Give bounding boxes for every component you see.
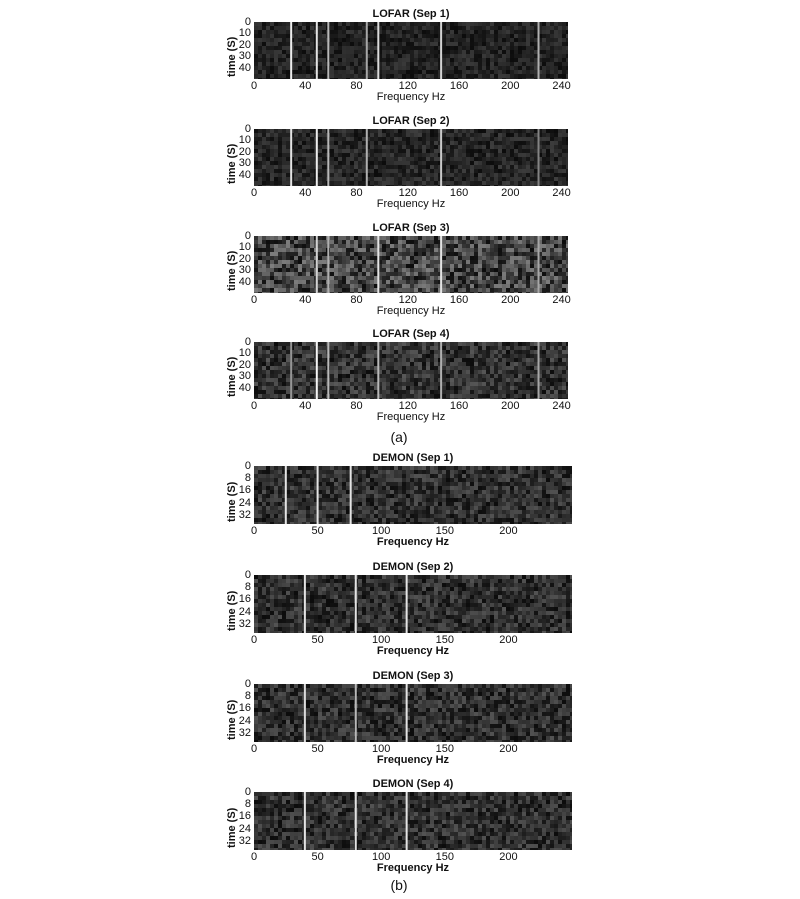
chart-title: LOFAR (Sep 4) — [372, 328, 450, 340]
x-tick-label: 200 — [501, 400, 520, 412]
x-tick-label: 150 — [435, 851, 454, 863]
y-tick-label: 0 — [244, 678, 251, 690]
y-tick-label: 20 — [238, 252, 251, 265]
x-tick-label: 0 — [250, 187, 258, 199]
x-tick-label: 40 — [299, 80, 312, 92]
y-tick-label: 8 — [244, 690, 251, 703]
x-tick-label: 0 — [250, 294, 258, 306]
x-tick-label: 80 — [350, 187, 363, 199]
tonal-line — [285, 466, 287, 524]
y-tick-label: 20 — [238, 358, 251, 371]
caption-a: (a) — [390, 429, 408, 445]
x-tick-label: 0 — [250, 525, 258, 537]
tonal-line — [355, 792, 357, 850]
heatmap-panel — [0, 328, 800, 425]
x-tick-label: 80 — [350, 80, 363, 92]
x-tick-label: 200 — [501, 187, 520, 199]
x-axis-label: Frequency Hz — [376, 198, 446, 210]
tonal-line — [377, 342, 379, 399]
tonal-line — [327, 129, 329, 186]
y-tick-label: 32 — [238, 617, 251, 630]
heatmap-svg — [254, 129, 568, 186]
tonal-line — [377, 236, 379, 293]
tonal-line — [304, 684, 306, 742]
y-tick-label: 40 — [238, 168, 251, 181]
x-tick-label: 100 — [372, 525, 391, 537]
y-tick-label: 16 — [238, 593, 251, 606]
tonal-line — [327, 342, 329, 399]
y-tick-label: 10 — [238, 241, 251, 254]
x-tick-label: 0 — [250, 851, 258, 863]
x-tick-label: 50 — [311, 743, 324, 755]
y-tick-label: 32 — [238, 726, 251, 739]
x-tick-label: 240 — [552, 400, 571, 412]
tonal-line — [316, 22, 318, 79]
x-tick-label: 200 — [499, 743, 518, 755]
y-tick-label: 16 — [238, 484, 251, 497]
heatmap-svg — [254, 575, 572, 633]
y-axis-label: time (S) — [226, 36, 238, 77]
x-tick-label: 150 — [435, 634, 454, 646]
x-tick-label: 200 — [501, 294, 520, 306]
y-tick-label: 40 — [238, 61, 251, 74]
y-tick-label: 0 — [244, 230, 251, 242]
x-tick-label: 150 — [435, 525, 454, 537]
tonal-line — [327, 236, 329, 293]
y-tick-label: 10 — [238, 347, 251, 360]
tonal-line — [538, 22, 540, 79]
y-tick-label: 10 — [238, 134, 251, 147]
x-tick-label: 160 — [449, 187, 469, 199]
x-axis-label: Frequency Hz — [376, 91, 446, 103]
tonal-line — [366, 129, 368, 186]
y-tick-label: 24 — [238, 822, 251, 835]
x-tick-label: 120 — [398, 187, 417, 199]
x-axis-label: Frequency Hz — [376, 305, 446, 317]
heatmap-panel — [0, 561, 800, 659]
noise-cells — [254, 236, 568, 293]
y-tick-label: 32 — [238, 834, 251, 847]
x-tick-label: 200 — [501, 80, 520, 92]
x-tick-label: 50 — [311, 525, 324, 537]
tonal-line — [290, 129, 292, 186]
x-tick-label: 0 — [250, 634, 258, 646]
x-tick-label: 120 — [398, 400, 417, 412]
heatmap-area — [254, 792, 572, 850]
y-tick-label: 40 — [238, 275, 251, 288]
tonal-line — [327, 22, 329, 79]
x-tick-label: 50 — [311, 851, 324, 863]
tonal-line — [316, 236, 318, 293]
chart-title: DEMON (Sep 3) — [372, 670, 454, 682]
noise-cells — [254, 792, 572, 850]
heatmap-svg — [254, 236, 568, 293]
x-tick-label: 50 — [311, 634, 324, 646]
x-tick-label: 200 — [499, 525, 518, 537]
x-tick-label: 120 — [398, 294, 417, 306]
chart-title: DEMON (Sep 4) — [372, 778, 454, 790]
chart-title: DEMON (Sep 2) — [372, 561, 454, 573]
x-tick-label: 80 — [350, 294, 363, 306]
x-tick-label: 100 — [372, 634, 391, 646]
tonal-line — [538, 236, 540, 293]
x-tick-label: 120 — [398, 80, 417, 92]
chart-title: LOFAR (Sep 2) — [372, 115, 450, 127]
tonal-line — [538, 342, 540, 399]
heatmap-svg — [254, 342, 568, 399]
tonal-line — [304, 575, 306, 633]
x-tick-label: 200 — [499, 634, 518, 646]
x-tick-label: 160 — [449, 80, 469, 92]
x-tick-label: 240 — [552, 80, 571, 92]
y-tick-label: 30 — [238, 50, 251, 63]
tonal-line — [304, 792, 306, 850]
x-tick-label: 80 — [350, 400, 363, 412]
heatmap-svg — [254, 22, 568, 79]
chart-title: LOFAR (Sep 1) — [372, 8, 450, 20]
y-tick-label: 32 — [238, 508, 251, 521]
tonal-line — [316, 129, 318, 186]
tonal-line — [355, 684, 357, 742]
chart-title: DEMON (Sep 1) — [372, 452, 454, 464]
tonal-line — [316, 342, 318, 399]
x-tick-label: 100 — [372, 851, 391, 863]
heatmap-panel — [0, 222, 800, 319]
tonal-line — [355, 575, 357, 633]
noise-cells — [254, 575, 572, 633]
noise-cells — [254, 466, 572, 524]
x-axis-label: Frequency Hz — [376, 754, 450, 766]
y-axis-label: time (S) — [226, 481, 238, 522]
y-tick-label: 30 — [238, 157, 251, 170]
x-axis-label: Frequency Hz — [376, 536, 450, 548]
tonal-line — [290, 22, 292, 79]
y-tick-label: 8 — [244, 798, 251, 811]
x-tick-label: 160 — [449, 294, 469, 306]
caption-b: (b) — [390, 877, 408, 893]
noise-cells — [254, 129, 568, 186]
y-axis-label: time (S) — [226, 143, 238, 184]
y-tick-label: 20 — [238, 145, 251, 158]
tonal-line — [406, 684, 408, 742]
tonal-line — [317, 466, 319, 524]
x-tick-label: 240 — [552, 294, 571, 306]
x-tick-label: 40 — [299, 400, 312, 412]
chart-title: LOFAR (Sep 3) — [372, 222, 450, 234]
y-tick-label: 30 — [238, 370, 251, 383]
y-axis-label: time (S) — [226, 250, 238, 291]
x-tick-label: 40 — [299, 294, 312, 306]
tonal-line — [406, 792, 408, 850]
y-axis-label: time (S) — [226, 590, 238, 631]
tonal-line — [440, 342, 442, 399]
y-tick-label: 0 — [244, 336, 251, 348]
y-tick-label: 24 — [238, 605, 251, 618]
tonal-line — [350, 466, 352, 524]
tonal-line — [290, 342, 292, 399]
y-tick-label: 30 — [238, 264, 251, 277]
y-tick-label: 0 — [244, 460, 251, 472]
y-tick-label: 16 — [238, 702, 251, 715]
heatmap-svg — [254, 466, 572, 524]
x-tick-label: 0 — [250, 80, 258, 92]
heatmap-panel — [0, 670, 800, 768]
y-tick-label: 0 — [244, 16, 251, 28]
tonal-line — [538, 129, 540, 186]
y-tick-label: 0 — [244, 786, 251, 798]
tonal-line — [406, 575, 408, 633]
heatmap-panel — [0, 778, 800, 876]
tonal-line — [440, 236, 442, 293]
x-tick-label: 240 — [552, 187, 571, 199]
x-tick-label: 0 — [250, 400, 258, 412]
heatmap-area — [254, 342, 568, 399]
y-tick-label: 0 — [244, 569, 251, 581]
heatmap-area — [254, 466, 572, 524]
heatmap-area — [254, 575, 572, 633]
y-tick-label: 24 — [238, 496, 251, 509]
y-tick-label: 8 — [244, 472, 251, 485]
x-tick-label: 150 — [435, 743, 454, 755]
x-axis-label: Frequency Hz — [376, 862, 450, 874]
heatmap-svg — [254, 792, 572, 850]
y-axis-label: time (S) — [226, 807, 238, 848]
heatmap-svg — [254, 684, 572, 742]
y-tick-label: 0 — [244, 123, 251, 135]
y-tick-label: 40 — [238, 381, 251, 394]
heatmap-area — [254, 236, 568, 293]
x-tick-label: 200 — [499, 851, 518, 863]
x-tick-label: 160 — [449, 400, 469, 412]
heatmap-area — [254, 684, 572, 742]
noise-cells — [254, 22, 568, 79]
noise-cells — [254, 684, 572, 742]
heatmap-panel — [0, 452, 800, 550]
x-tick-label: 100 — [372, 743, 391, 755]
y-tick-label: 20 — [238, 38, 251, 51]
heatmap-area — [254, 22, 568, 79]
heatmap-area — [254, 129, 568, 186]
y-tick-label: 10 — [238, 27, 251, 40]
noise-cells — [254, 342, 568, 399]
tonal-line — [377, 22, 379, 79]
y-tick-label: 24 — [238, 714, 251, 727]
heatmap-panel — [0, 8, 800, 105]
y-tick-label: 16 — [238, 810, 251, 823]
tonal-line — [440, 129, 442, 186]
x-axis-label: Frequency Hz — [376, 411, 446, 423]
x-tick-label: 40 — [299, 187, 312, 199]
y-axis-label: time (S) — [226, 356, 238, 397]
y-tick-label: 8 — [244, 581, 251, 594]
tonal-line — [366, 22, 368, 79]
y-axis-label: time (S) — [226, 699, 238, 740]
tonal-line — [440, 22, 442, 79]
x-tick-label: 0 — [250, 743, 258, 755]
x-axis-label: Frequency Hz — [376, 645, 450, 657]
heatmap-panel — [0, 115, 800, 212]
